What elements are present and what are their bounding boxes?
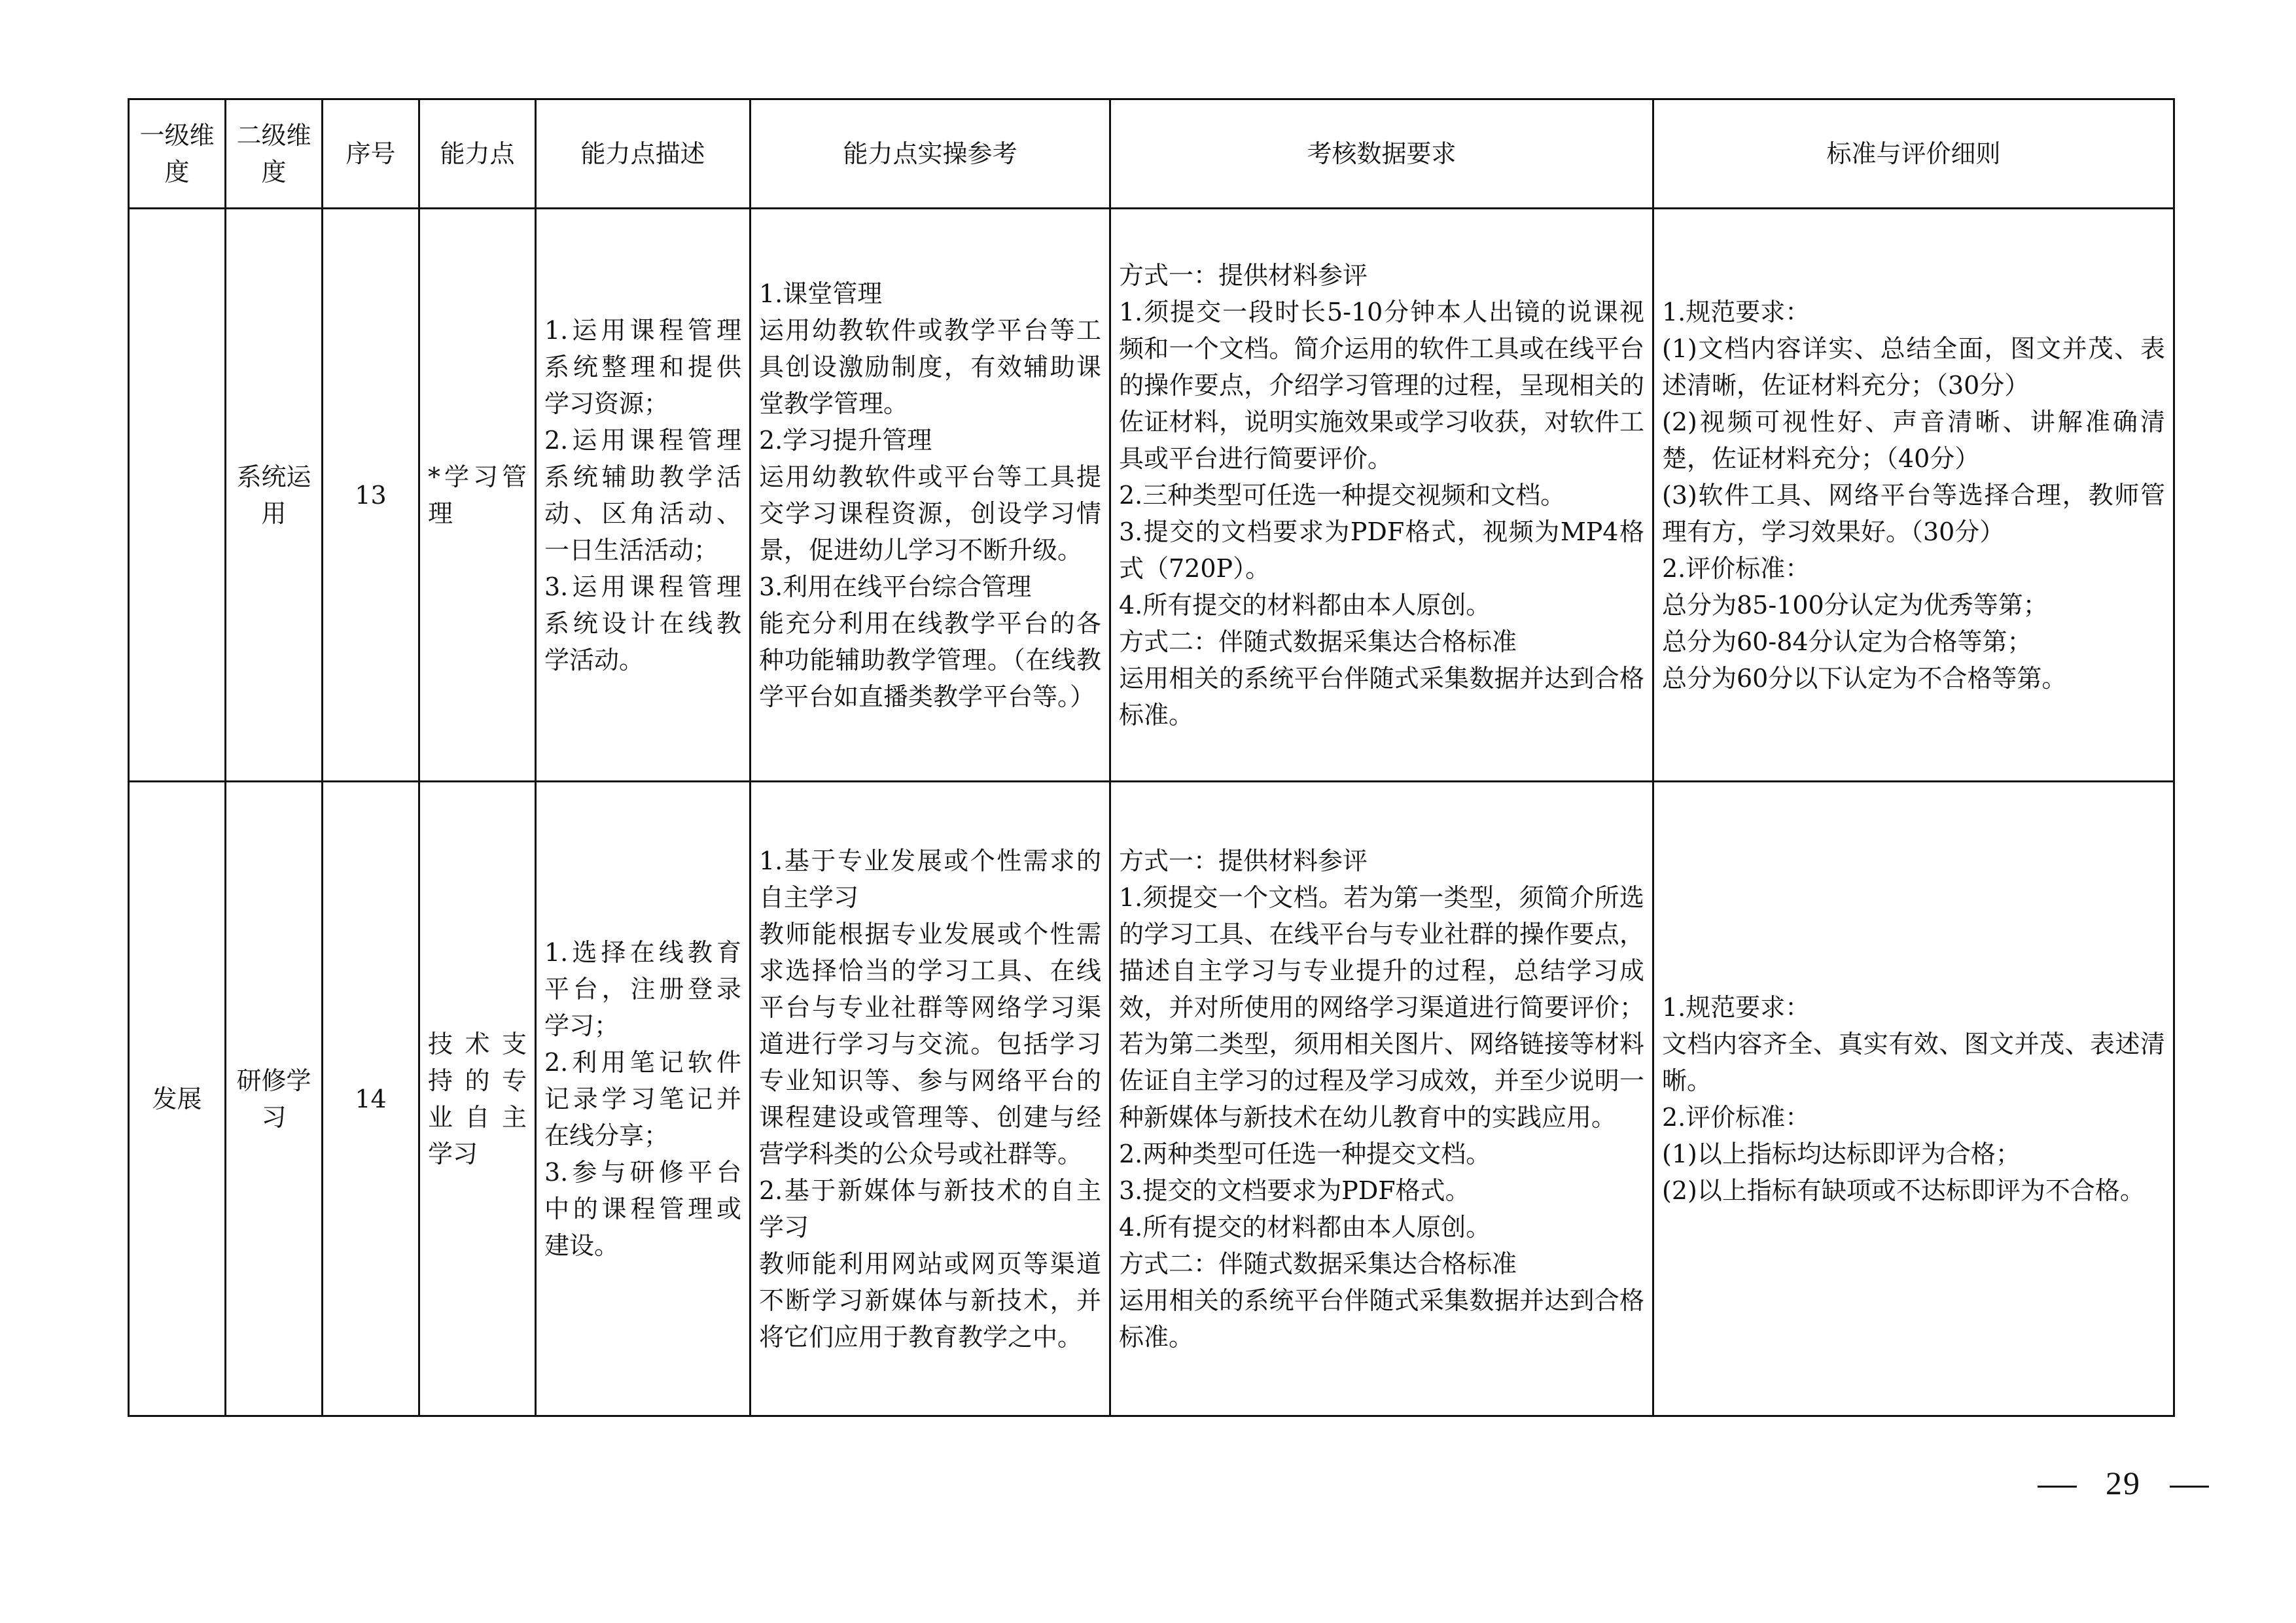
description-line: 1.选择在线教育平台，注册登录学习；: [544, 937, 741, 1040]
cell-ability: *学习管理: [419, 209, 536, 782]
requirements-line: 2.两种类型可任选一种提交文档。: [1119, 1139, 1491, 1168]
requirements-line: 运用相关的系统平台伴随式采集数据并达到合格标准。: [1119, 663, 1644, 729]
criteria-line: 2.评价标准：: [1662, 553, 1810, 583]
cell-number: 14: [323, 782, 419, 1416]
criteria-line: (2)视频可视性好、声音清晰、讲解准确清楚，佐证材料充分；（40分）: [1662, 407, 2165, 473]
criteria-line: (1)以上指标均达标即评为合格；: [1662, 1139, 2021, 1168]
practice-line: 运用幼教软件或平台等工具提交学习课程资源，创设学习情景，促进幼儿学习不断升级。: [759, 462, 1101, 565]
practice-line: 3.利用在线平台综合管理: [759, 572, 1032, 601]
practice-line: 教师能利用网站或网页等渠道不断学习新媒体与新技术，并将它们应用于教育教学之中。: [759, 1249, 1101, 1352]
description-line: 2.运用课程管理系统辅助教学活动、区角活动、一日生活活动；: [544, 425, 741, 565]
evaluation-table: [128, 98, 2175, 1417]
requirements-line: 运用相关的系统平台伴随式采集数据并达到合格标准。: [1119, 1285, 1644, 1352]
requirements-line: 方式二：伴随式数据采集达合格标准: [1119, 627, 1517, 656]
cell-level1: [129, 209, 226, 782]
cell-level1: 发展: [129, 782, 226, 1416]
header-level1: 一级维度: [129, 99, 226, 209]
cell-requirements: [1110, 782, 1653, 1416]
requirements-line: 2.三种类型可任选一种提交视频和文档。: [1119, 480, 1566, 510]
cell-criteria: [1653, 782, 2174, 1416]
criteria-line: (2)以上指标有缺项或不达标即评为不合格。: [1662, 1176, 2145, 1205]
footer-dash-right: [2170, 1486, 2209, 1488]
header-criteria: 标准与评价细则: [1653, 99, 2174, 209]
practice-line: 2.基于新媒体与新技术的自主学习: [759, 1176, 1101, 1242]
practice-line: 能充分利用在线教学平台的各种功能辅助教学管理。（在线教学平台如直播类教学平台等。）: [759, 608, 1101, 711]
header-requirements: 考核数据要求: [1110, 99, 1653, 209]
criteria-line: 1.规范要求：: [1662, 992, 1810, 1022]
header-number: 序号: [323, 99, 419, 209]
criteria-line: 2.评价标准：: [1662, 1102, 1810, 1132]
page-number: 29: [2106, 1465, 2141, 1501]
cell-level2: 研修学习: [226, 782, 323, 1416]
criteria-line: (3)软件工具、网络平台等选择合理，教师管理有方，学习效果好。（30分）: [1662, 480, 2165, 546]
practice-line: 教师能根据专业发展或个性需求选择恰当的学习工具、在线平台与专业社群等网络学习渠道进行学习与交流。包括学习专业知识等、参与网络平台的课程建设或管理等、创建与经营学科类的公众号或社群等。: [759, 919, 1101, 1168]
requirements-line: 4.所有提交的材料都由本人原创。: [1119, 590, 1491, 620]
table-row: [129, 782, 2174, 1416]
cell-ability: 技术支持的专业自主学习: [419, 782, 536, 1416]
table-header-row: [129, 99, 2174, 209]
footer-dash-left: [2038, 1486, 2077, 1488]
requirements-line: 方式一：提供材料参评: [1119, 260, 1368, 290]
cell-criteria: [1653, 209, 2174, 782]
criteria-line: 文档内容齐全、真实有效、图文并茂、表述清晰。: [1662, 1029, 2165, 1095]
header-practice: 能力点实操参考: [751, 99, 1110, 209]
practice-line: 1.课堂管理: [759, 279, 883, 308]
practice-line: 2.学习提升管理: [759, 425, 932, 455]
practice-line: 运用幼教软件或教学平台等工具创设激励制度，有效辅助课堂教学管理。: [759, 315, 1101, 418]
requirements-line: 方式一：提供材料参评: [1119, 846, 1368, 875]
requirements-line: 4.所有提交的材料都由本人原创。: [1119, 1212, 1491, 1242]
header-ability: 能力点: [419, 99, 536, 209]
header-description: 能力点描述: [536, 99, 751, 209]
description-line: 3.参与研修平台中的课程管理或建设。: [544, 1157, 741, 1260]
criteria-line: (1)文档内容详实、总结全面，图文并茂、表述清晰，佐证材料充分；（30分）: [1662, 334, 2165, 400]
cell-number: 13: [323, 209, 419, 782]
table-row: [129, 209, 2174, 782]
header-level2: 二级维度: [226, 99, 323, 209]
description-line: 1.运用课程管理系统整理和提供学习资源；: [544, 315, 741, 418]
cell-description: [536, 782, 751, 1416]
page-footer: [2009, 1464, 2238, 1502]
requirements-line: 方式二：伴随式数据采集达合格标准: [1119, 1249, 1517, 1278]
requirements-line: 1.须提交一个文档。若为第一类型，须简介所选的学习工具、在线平台与专业社群的操作要点，描述自主学习与专业提升的过程，总结学习成效，并对所使用的网络学习渠道进行简要评价；若为第二类型，须用相关图片、网络链接等材料佐证自主学习的过程及学习成效，并至少说明一种新媒体与新技术在幼儿教育中的实践应用。: [1119, 882, 1644, 1132]
requirements-line: 3.提交的文档要求为PDF格式，视频为MP4格式（720P）。: [1119, 517, 1644, 583]
cell-level2: 系统运用: [226, 209, 323, 782]
description-line: 3.运用课程管理系统设计在线教学活动。: [544, 572, 741, 674]
description-line: 2.利用笔记软件记录学习笔记并在线分享；: [544, 1047, 741, 1150]
cell-practice: [751, 209, 1110, 782]
criteria-line: 总分为60-84分认定为合格等第；: [1662, 627, 2032, 656]
criteria-line: 1.规范要求：: [1662, 297, 1810, 326]
requirements-line: 3.提交的文档要求为PDF格式。: [1119, 1176, 1470, 1205]
requirements-line: 1.须提交一段时长5-10分钟本人出镜的说课视频和一个文档。简介运用的软件工具或在线平台的操作要点，介绍学习管理的过程，呈现相关的佐证材料，说明实施效果或学习收获，对软件工具或平台进行简要评价。: [1119, 297, 1644, 473]
criteria-line: 总分为85-100分认定为优秀等第；: [1662, 590, 2048, 620]
cell-requirements: [1110, 209, 1653, 782]
cell-description: [536, 209, 751, 782]
practice-line: 1.基于专业发展或个性需求的自主学习: [759, 846, 1101, 912]
criteria-line: 总分为60分以下认定为不合格等第。: [1662, 663, 2067, 693]
cell-practice: [751, 782, 1110, 1416]
